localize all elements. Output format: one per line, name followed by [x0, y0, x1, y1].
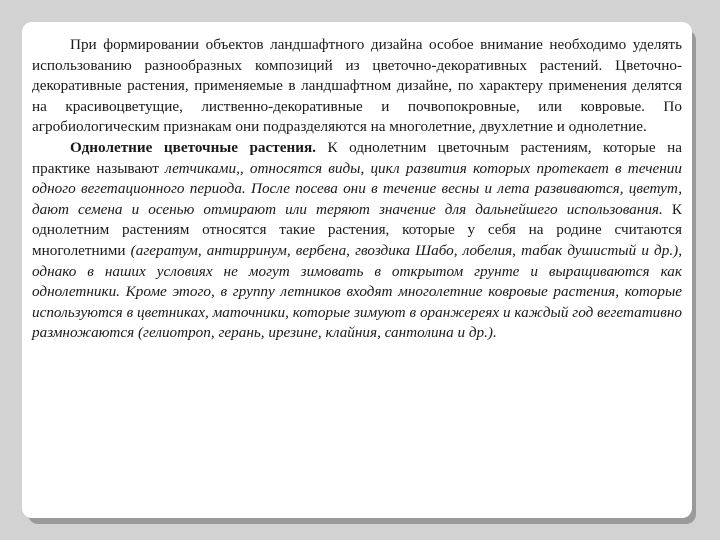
- paragraph-annuals: [32, 138, 682, 344]
- paragraph-intro: При формировании объектов ландшафтного дизайна особое внимание необходимо уделять использованию разнообразных композиций из цветочно-декоративных растений. Цветочно-декоративные растения, применяемые в ландшафтном дизайне, по характеру применения делятся на красивоцветущие, лиственно-декоративные и почвопокровные, или ковровые. По агробиологическим признакам они подразделяются на многолетние, двухлетние и однолетние.: [32, 36, 682, 136]
- paragraph-italic-text: (агератум, антирринум, вербена, гвоздика Шабо, лобелия, табак душистый и др.), однако в наших условиях не могут зимовать в открытом грунте и выращиваются как однолетники. Кроме этого, в группу летников входят многолетние ковровые растения, которые используются в цветниках, маточники, которые зимуют в оранжереях и каждый год вегетативно размножаются (гелиотроп, герань, ирезине, клайния, сантолина и др.).: [32, 241, 682, 342]
- section-heading: Однолетние цветочные растения.: [70, 138, 316, 156]
- paragraph-italic-text: летчиками,, относятся виды, цикл развития которых протекает в течении одного вегетационного периода. После посева они в течение весны и лета развиваются, цветут, дают семена и осенью отмирают или теряют значение для дальнейшего использования.: [32, 159, 682, 218]
- paragraph-text: К однолетним растениям относятся такие растения, которые у себя на родине считаются многолетними: [32, 200, 682, 259]
- paragraph-text: К однолетним цветочным растениям, которые на практике называют: [32, 138, 682, 177]
- document-page: [22, 22, 692, 518]
